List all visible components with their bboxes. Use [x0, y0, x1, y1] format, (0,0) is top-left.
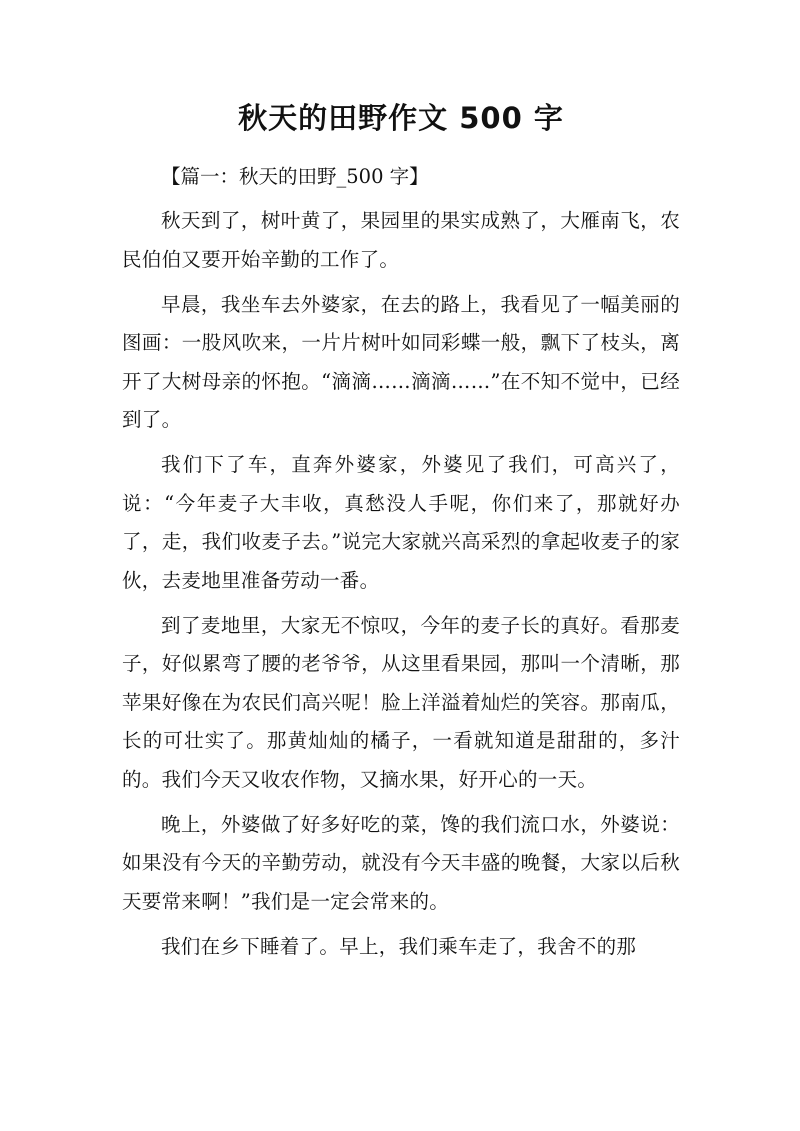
- paragraph-5: 晚上，外婆做了好多好吃的菜，馋的我们流口水，外婆说：如果没有今天的辛勤劳动，就没有今天丰盛的晚餐，大家以后秋天要常来啊！”我们是一定会常来的。: [122, 812, 680, 913]
- paragraph-4: 到了麦地里，大家无不惊叹，今年的麦子长的真好。看那麦子，好似累弯了腰的老爷爷，从这里看果园，那叫一个清晰，那苹果好像在为农民们高兴呢！脸上洋溢着灿烂的笑容。那南瓜，长的可壮实了。那黄灿灿的橘子，一看就知道是甜甜的，多汁的。我们今天又收农作物，又摘水果，好开心的一天。: [122, 613, 680, 791]
- paragraph-3: 我们下了车，直奔外婆家，外婆见了我们，可高兴了，说：“今年麦子大丰收，真愁没人手呢，你们来了，那就好办了，走，我们收麦子去。”说完大家就兴高采烈的拿起收麦子的家伙，去麦地里准备劳动一番。: [122, 453, 680, 592]
- section-heading: 【篇一：秋天的田野_500 字】: [161, 165, 429, 188]
- paragraph-2: 早晨，我坐车去外婆家，在去的路上，我看见了一幅美丽的图画：一股风吹来，一片片树叶如同彩蝶一般，飘下了枝头，离开了大树母亲的怀抱。“滴滴……滴滴……”在不知不觉中，已经到了。: [122, 292, 680, 431]
- paragraph-6: 我们在乡下睡着了。早上，我们乘车走了，我舍不的那: [161, 934, 637, 958]
- document-title: 秋天的田野作文 500 字: [238, 101, 564, 135]
- paragraph-1: 秋天到了，树叶黄了，果园里的果实成熟了，大雁南飞，农民伯伯又要开始辛勤的工作了。: [122, 209, 680, 271]
